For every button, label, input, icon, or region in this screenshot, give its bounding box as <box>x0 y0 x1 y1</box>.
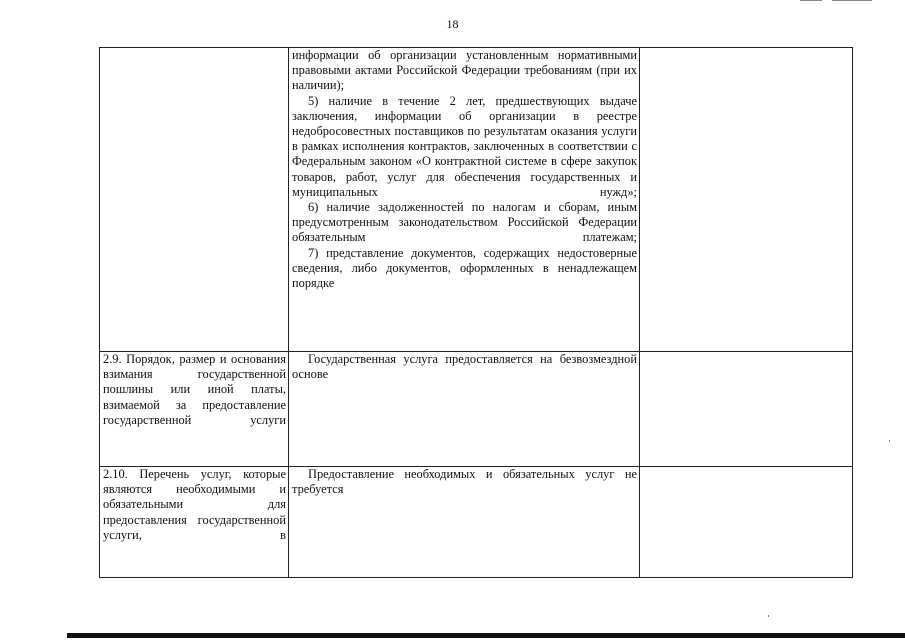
table-cell-notes <box>640 352 853 467</box>
table-cell-notes <box>640 467 853 578</box>
paragraph-item-5: 5) наличие в течение 2 лет, предшествующих выдаче заключения, информации об организации в реестре недобросовестных поставщиков по результатам оказания услуги в рамках исполнения контрактов, заключенных в соответствии с Федеральным законом «О контрактной системе в сфере закупок товаров, работ, услуг для обеспечения государственных и муниципальных нужд»; <box>292 93 637 199</box>
paragraph-item-6: 6) наличие задолженностей по налогам и сборам, иным предусмотренным законодательством Российской Федерации обязательным платежам; <box>292 200 637 245</box>
table-row <box>100 48 853 352</box>
item-2-9-title: 2.9. Порядок, размер и основания взимания государственной пошлины или иной платы, взимаемой за предоставление государственной услуги <box>103 352 286 427</box>
paragraph-item-7: 7) представление документов, содержащих недостоверные сведения, либо документов, оформленных в ненадлежащем порядке <box>292 245 637 291</box>
item-2-9-content: Государственная услуга предоставляется на безвозмездной основе <box>292 352 637 382</box>
page-bottom-edge <box>67 633 905 638</box>
paragraph-continuation: информации об организации установленным нормативными правовыми актами Российской Федерации требованиям (при их наличии); <box>292 48 637 93</box>
page-number: 18 <box>446 17 459 31</box>
scan-edge-mark <box>832 0 872 1</box>
scan-speck <box>889 440 890 442</box>
item-2-10-title: 2.10. Перечень услуг, которые являются необходимыми и обязательными для предоставления государственной услуги, в <box>103 467 286 542</box>
scan-edge-mark <box>800 0 822 1</box>
item-2-10-content: Предоставление необходимых и обязательных услуг не требуется <box>292 467 637 497</box>
table-cell-content <box>289 48 640 352</box>
table-row <box>100 352 853 467</box>
scan-speck <box>768 615 769 617</box>
table-cell-content <box>289 467 640 578</box>
table-cell-content <box>289 352 640 467</box>
table-row <box>100 467 853 578</box>
table-cell-notes <box>640 48 853 352</box>
regulation-table <box>99 47 853 578</box>
table-cell-item <box>100 467 289 578</box>
table-cell-item <box>100 352 289 467</box>
table-cell-item <box>100 48 289 352</box>
